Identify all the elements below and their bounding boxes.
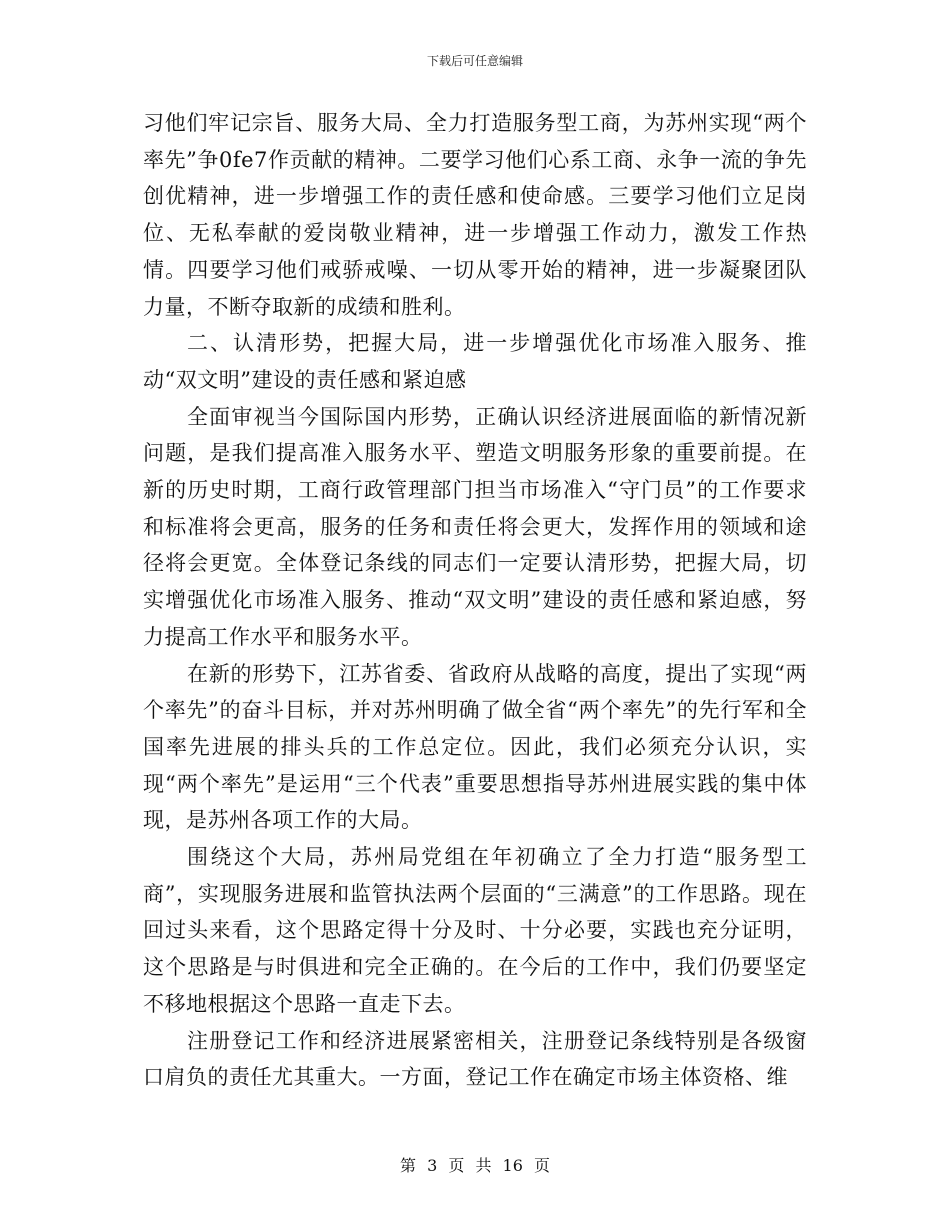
paragraph-5: 围绕这个大局，苏州局党组在年初确立了全力打造“服务型工商”，实现服务进展和监管执法两个层面的“三满意”的工作思路。现在回过头来看，这个思路定得十分及时、十分必要，实践也充分证明，这个思路是与时俱进和完全正确的。在今后的工作中，我们仍要坚定不移地根据这个思路一直走下去。 (143, 845, 807, 1016)
page-header: 下载后可任意编辑 (426, 54, 523, 68)
paragraph-1: 习他们牢记宗旨、服务大局、全力打造服务型工商，为苏州实现“两个率先”争0fe7作贡献的精神。二要学习他们心系工商、永争一流的争先创优精神，进一步增强工作的责任感和使命感。三要学习他们立足岗位、无私奉献的爱岗敬业精神，进一步增强工作动力，激发工作热情。四要学习他们戒骄戒噪、一切从零开始的精神，进一步凝聚团队力量，不断夺取新的成绩和胜利。 (143, 111, 807, 319)
page-footer: 第 3 页 共 16 页 (400, 1156, 550, 1175)
paragraph-6: 注册登记工作和经济进展紧密相关，注册登记条线特别是各级窗口肩负的责任尤其重大。一方面，登记工作在确定市场主体资格、维 (143, 1028, 807, 1090)
paragraph-3: 全面审视当今国际国内形势，正确认识经济进展面临的新情况新问题，是我们提高准入服务水平、塑造文明服务形象的重要前提。在新的历史时期，工商行政管理部门担当市场准入“守门员”的工作要求和标准将会更高，服务的任务和责任将会更大，发挥作用的领域和途径将会更宽。全体登记条线的同志们一定要认清形势，把握大局，切实增强优化市场准入服务、推动“双文明”建设的责任感和紧迫感，努力提高工作水平和服务水平。 (143, 404, 807, 649)
paragraph-4: 在新的形势下，江苏省委、省政府从战略的高度，提出了实现“两个率先”的奋斗目标，并对苏州明确了做全省“两个率先”的先行军和全国率先进展的排头兵的工作总定位。因此，我们必须充分认识，实现“两个率先”是运用“三个代表”重要思想指导苏州进展实践的集中体现，是苏州各项工作的大局。 (143, 661, 807, 833)
document-body (143, 105, 807, 1096)
section-heading-2: 二、认清形势，把握大局，进一步增强优化市场准入服务、推动“双文明”建设的责任感和紧迫感 (143, 331, 807, 392)
